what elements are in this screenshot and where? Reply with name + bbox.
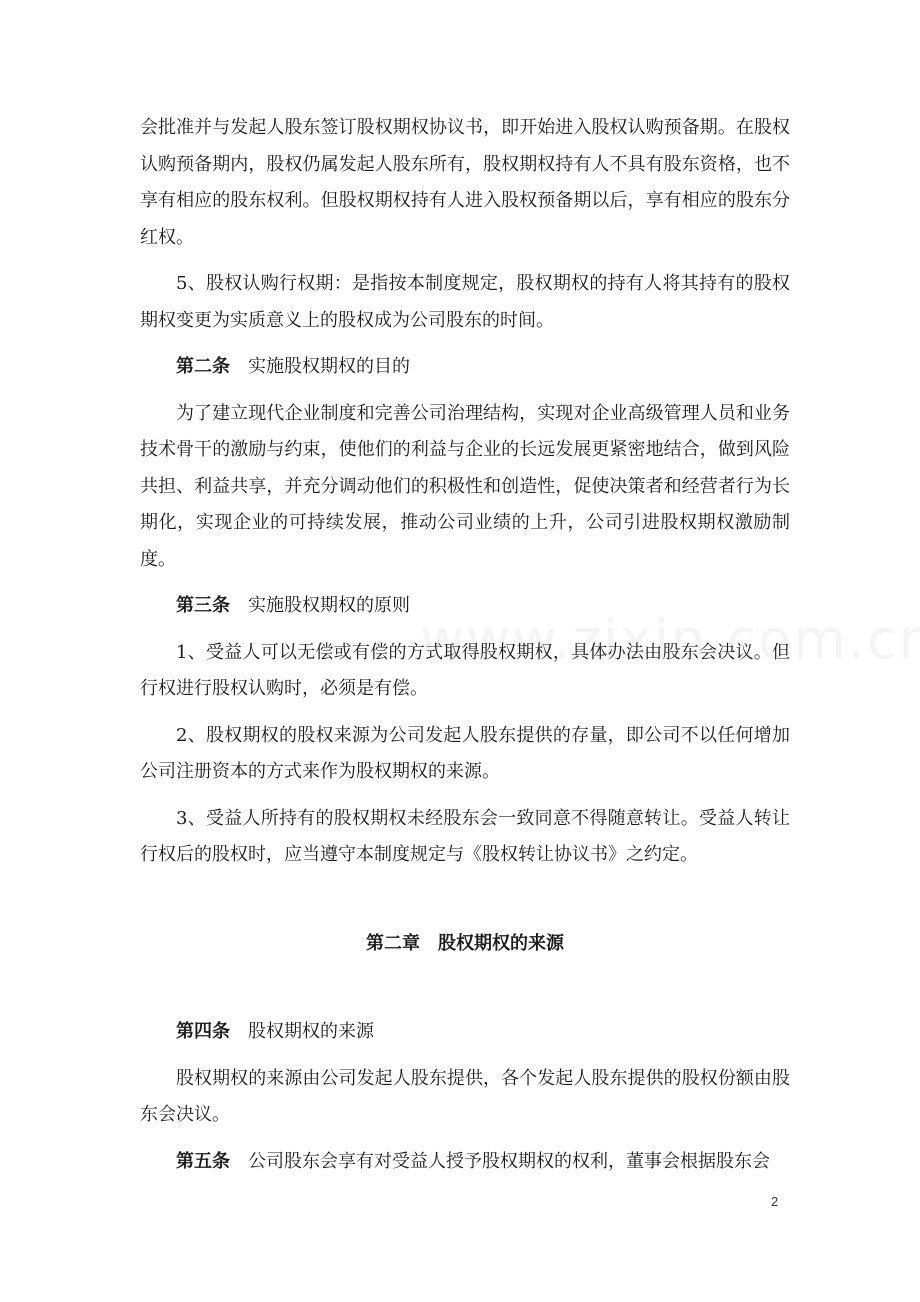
chapter-2-heading (140, 926, 790, 963)
article-4-heading (140, 1014, 790, 1051)
article-2-heading (140, 349, 790, 386)
article-5-heading (140, 1144, 790, 1181)
article-2-number: 第二条 (176, 356, 230, 377)
chapter-2-title: 股权期权的来源 (438, 932, 564, 954)
paragraph-source: 股权期权的来源由公司发起人股东提供，各个发起人股东提供的股权份额由股东会决议。 (140, 1067, 790, 1125)
article-5-text: 公司股东会享有对受益人授予股权期权的权利，董事会根据股东会 (248, 1150, 770, 1172)
paragraph-continuation: 会批准并与发起人股东签订股权期权协议书，即开始进入股权认购预备期。在股权认购预备期内，股权仍属发起人股东所有，股权期权持有人不具有股东资格，也不享有相应的股东权利。但股权期权持有人进入股权预备期以后，享有相应的股东分红权。 (140, 117, 790, 248)
article-2-title: 实施股权期权的目的 (248, 356, 410, 377)
page-number: 2 (771, 1194, 779, 1209)
paragraph-purpose: 为了建立现代企业制度和完善公司治理结构，实现对企业高级管理人员和业务技术骨干的激励与约束，使他们的利益与企业的长远发展更紧密地结合，做到风险共担、利益共享，并充分调动他们的积极性和创造性，促使决策者和经营者行为长期化，实现企业的可持续发展，推动公司业绩的上升，公司引进股权期权激励制度。 (140, 402, 790, 570)
document-body (140, 110, 790, 1180)
paragraph-principle-2: 2、股权期权的股权来源为公司发起人股东提供的存量，即公司不以任何增加公司注册资本的方式来作为股权期权的来源。 (140, 724, 790, 782)
article-5-number: 第五条 (176, 1150, 230, 1172)
article-4-number: 第四条 (176, 1021, 230, 1042)
article-3-number: 第三条 (176, 595, 230, 616)
paragraph-principle-3: 3、受益人所持有的股权期权未经股东会一致同意不得随意转让。受益人转让行权后的股权时，应当遵守本制度规定与《股权转让协议书》之约定。 (140, 807, 790, 865)
article-4-title: 股权期权的来源 (248, 1021, 374, 1042)
article-3-title: 实施股权期权的原则 (248, 595, 410, 616)
paragraph-principle-1: 1、受益人可以无偿或有偿的方式取得股权期权，具体办法由股东会决议。但行权进行股权认购时，必须是有偿。 (140, 641, 790, 699)
paragraph-item-5: 5、股权认购行权期：是指按本制度规定，股权期权的持有人将其持有的股权期权变更为实质意义上的股权成为公司股东的时间。 (140, 273, 790, 331)
chapter-2-number: 第二章 (366, 932, 420, 954)
article-3-heading (140, 588, 790, 625)
